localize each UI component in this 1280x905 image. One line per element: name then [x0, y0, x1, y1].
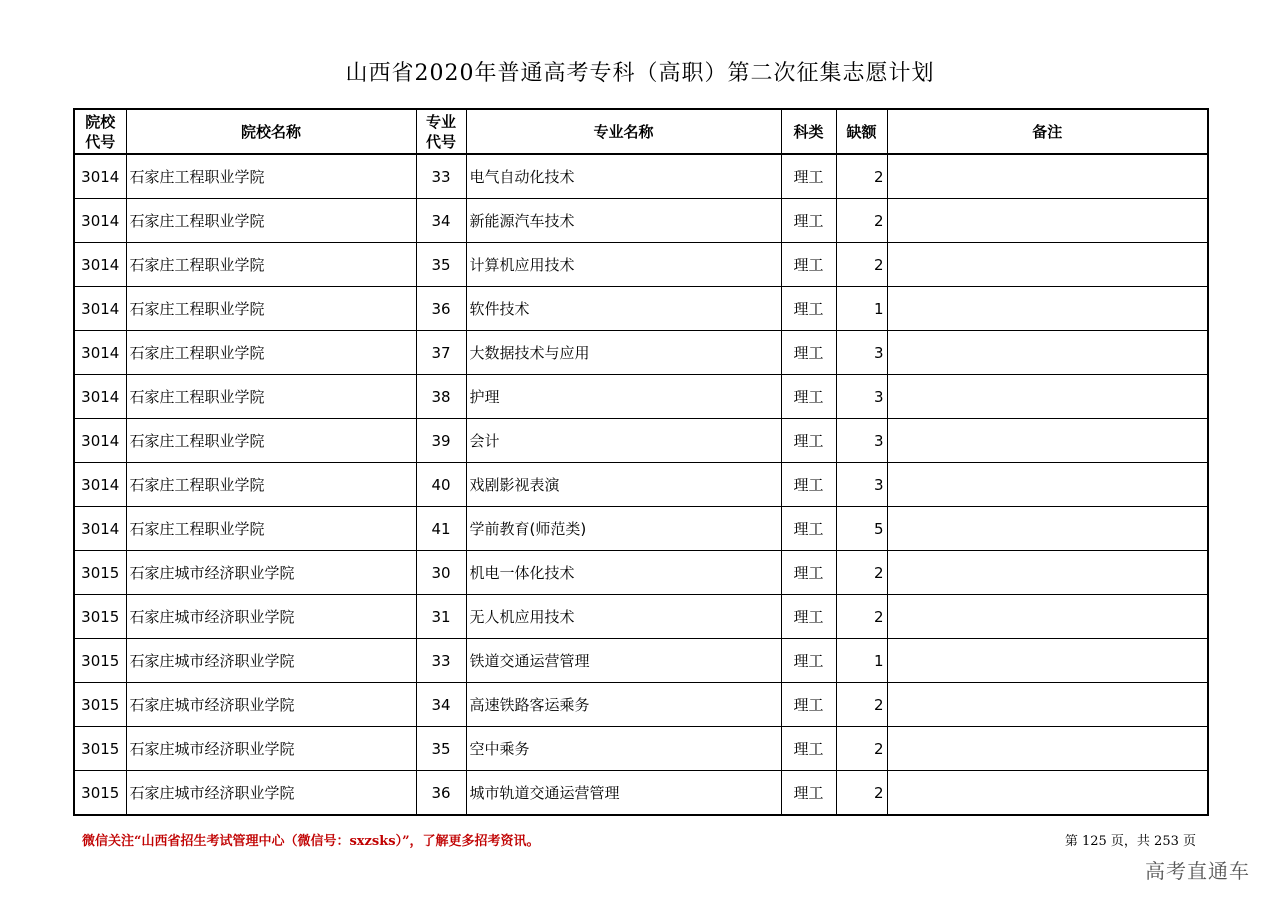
cell-category: 理工 — [781, 507, 836, 551]
cell-major-code: 34 — [416, 683, 466, 727]
cell-major-name: 空中乘务 — [466, 727, 781, 771]
table-row — [74, 463, 1208, 507]
cell-category: 理工 — [781, 419, 836, 463]
cell-quota: 3 — [836, 331, 887, 375]
table-row — [74, 199, 1208, 243]
cell-quota: 3 — [836, 463, 887, 507]
cell-school-name: 石家庄城市经济职业学院 — [126, 727, 416, 771]
cell-school-name: 石家庄城市经济职业学院 — [126, 639, 416, 683]
cell-school-code: 3014 — [74, 154, 126, 199]
cell-school-code: 3014 — [74, 375, 126, 419]
table-row — [74, 243, 1208, 287]
cell-quota: 3 — [836, 419, 887, 463]
cell-major-code: 39 — [416, 419, 466, 463]
cell-category: 理工 — [781, 375, 836, 419]
cell-school-code: 3014 — [74, 331, 126, 375]
header-school-name: 院校名称 — [126, 109, 416, 154]
cell-major-code: 35 — [416, 727, 466, 771]
cell-remark — [887, 287, 1208, 331]
cell-quota: 1 — [836, 639, 887, 683]
table-row — [74, 375, 1208, 419]
table-row — [74, 154, 1208, 199]
cell-major-name: 铁道交通运营管理 — [466, 639, 781, 683]
cell-major-code: 36 — [416, 771, 466, 816]
cell-school-code: 3014 — [74, 507, 126, 551]
cell-remark — [887, 199, 1208, 243]
cell-major-code: 33 — [416, 154, 466, 199]
cell-quota: 1 — [836, 287, 887, 331]
cell-major-code: 41 — [416, 507, 466, 551]
cell-major-code: 40 — [416, 463, 466, 507]
table-row — [74, 551, 1208, 595]
cell-category: 理工 — [781, 199, 836, 243]
cell-major-code: 36 — [416, 287, 466, 331]
header-remark: 备注 — [887, 109, 1208, 154]
cell-remark — [887, 463, 1208, 507]
cell-quota: 2 — [836, 595, 887, 639]
cell-school-name: 石家庄工程职业学院 — [126, 199, 416, 243]
cell-school-code: 3015 — [74, 771, 126, 816]
cell-remark — [887, 507, 1208, 551]
cell-major-code: 35 — [416, 243, 466, 287]
table-row — [74, 419, 1208, 463]
cell-major-name: 计算机应用技术 — [466, 243, 781, 287]
cell-major-name: 无人机应用技术 — [466, 595, 781, 639]
cell-major-code: 37 — [416, 331, 466, 375]
cell-category: 理工 — [781, 771, 836, 816]
cell-quota: 2 — [836, 771, 887, 816]
cell-remark — [887, 419, 1208, 463]
cell-major-name: 城市轨道交通运营管理 — [466, 771, 781, 816]
cell-quota: 2 — [836, 243, 887, 287]
cell-category: 理工 — [781, 463, 836, 507]
cell-remark — [887, 771, 1208, 816]
cell-school-name: 石家庄工程职业学院 — [126, 375, 416, 419]
cell-major-code: 30 — [416, 551, 466, 595]
cell-category: 理工 — [781, 683, 836, 727]
cell-school-code: 3015 — [74, 551, 126, 595]
cell-category: 理工 — [781, 287, 836, 331]
cell-school-name: 石家庄工程职业学院 — [126, 243, 416, 287]
cell-major-name: 电气自动化技术 — [466, 154, 781, 199]
cell-remark — [887, 331, 1208, 375]
cell-major-code: 38 — [416, 375, 466, 419]
cell-school-name: 石家庄城市经济职业学院 — [126, 771, 416, 816]
cell-category: 理工 — [781, 595, 836, 639]
cell-school-name: 石家庄城市经济职业学院 — [126, 595, 416, 639]
page-title: 山西省2020年普通高考专科（高职）第二次征集志愿计划 — [345, 61, 935, 86]
cell-major-name: 会计 — [466, 419, 781, 463]
cell-major-name: 护理 — [466, 375, 781, 419]
cell-school-name: 石家庄工程职业学院 — [126, 154, 416, 199]
cell-school-name: 石家庄工程职业学院 — [126, 331, 416, 375]
page-number: 第 125 页，共 253 页 — [1064, 834, 1196, 849]
table-row — [74, 331, 1208, 375]
cell-major-code: 34 — [416, 199, 466, 243]
cell-quota: 2 — [836, 154, 887, 199]
cell-major-name: 戏剧影视表演 — [466, 463, 781, 507]
cell-school-name: 石家庄工程职业学院 — [126, 287, 416, 331]
cell-major-code: 31 — [416, 595, 466, 639]
cell-quota: 2 — [836, 683, 887, 727]
cell-remark — [887, 375, 1208, 419]
cell-quota: 2 — [836, 727, 887, 771]
table-body — [74, 154, 1208, 815]
cell-school-name: 石家庄工程职业学院 — [126, 507, 416, 551]
table-row — [74, 639, 1208, 683]
cell-school-code: 3015 — [74, 595, 126, 639]
cell-category: 理工 — [781, 154, 836, 199]
header-major-name: 专业名称 — [466, 109, 781, 154]
cell-category: 理工 — [781, 551, 836, 595]
cell-remark — [887, 639, 1208, 683]
cell-major-name: 学前教育(师范类) — [466, 507, 781, 551]
cell-remark — [887, 683, 1208, 727]
cell-school-code: 3014 — [74, 287, 126, 331]
cell-school-code: 3015 — [74, 683, 126, 727]
header-category: 科类 — [781, 109, 836, 154]
table-row — [74, 595, 1208, 639]
cell-category: 理工 — [781, 639, 836, 683]
cell-school-code: 3014 — [74, 463, 126, 507]
cell-quota: 2 — [836, 199, 887, 243]
cell-major-name: 大数据技术与应用 — [466, 331, 781, 375]
watermark-text: 高考直通车 — [1145, 859, 1250, 883]
header-quota: 缺额 — [836, 109, 887, 154]
cell-remark — [887, 727, 1208, 771]
cell-major-name: 软件技术 — [466, 287, 781, 331]
enrollment-plan-table — [73, 108, 1209, 816]
table-row — [74, 771, 1208, 816]
cell-major-name: 机电一体化技术 — [466, 551, 781, 595]
cell-quota: 3 — [836, 375, 887, 419]
cell-school-name: 石家庄城市经济职业学院 — [126, 683, 416, 727]
wechat-follow-note: 微信关注“山西省招生考试管理中心（微信号：sxzsks）”，了解更多招考资讯。 — [82, 834, 540, 849]
cell-category: 理工 — [781, 727, 836, 771]
cell-quota: 2 — [836, 551, 887, 595]
cell-school-code: 3014 — [74, 419, 126, 463]
cell-school-code: 3015 — [74, 727, 126, 771]
cell-school-name: 石家庄工程职业学院 — [126, 419, 416, 463]
header-major-code: 专业代号 — [416, 109, 466, 154]
table-row — [74, 727, 1208, 771]
table-header-row — [74, 109, 1208, 154]
cell-major-name: 新能源汽车技术 — [466, 199, 781, 243]
table-row — [74, 507, 1208, 551]
header-school-code: 院校代号 — [74, 109, 126, 154]
table-row — [74, 287, 1208, 331]
cell-school-name: 石家庄城市经济职业学院 — [126, 551, 416, 595]
cell-school-code: 3015 — [74, 639, 126, 683]
cell-category: 理工 — [781, 331, 836, 375]
cell-school-code: 3014 — [74, 199, 126, 243]
cell-school-name: 石家庄工程职业学院 — [126, 463, 416, 507]
cell-quota: 5 — [836, 507, 887, 551]
cell-remark — [887, 595, 1208, 639]
cell-school-code: 3014 — [74, 243, 126, 287]
cell-major-name: 高速铁路客运乘务 — [466, 683, 781, 727]
cell-remark — [887, 551, 1208, 595]
cell-remark — [887, 243, 1208, 287]
cell-major-code: 33 — [416, 639, 466, 683]
cell-category: 理工 — [781, 243, 836, 287]
table-row — [74, 683, 1208, 727]
cell-remark — [887, 154, 1208, 199]
